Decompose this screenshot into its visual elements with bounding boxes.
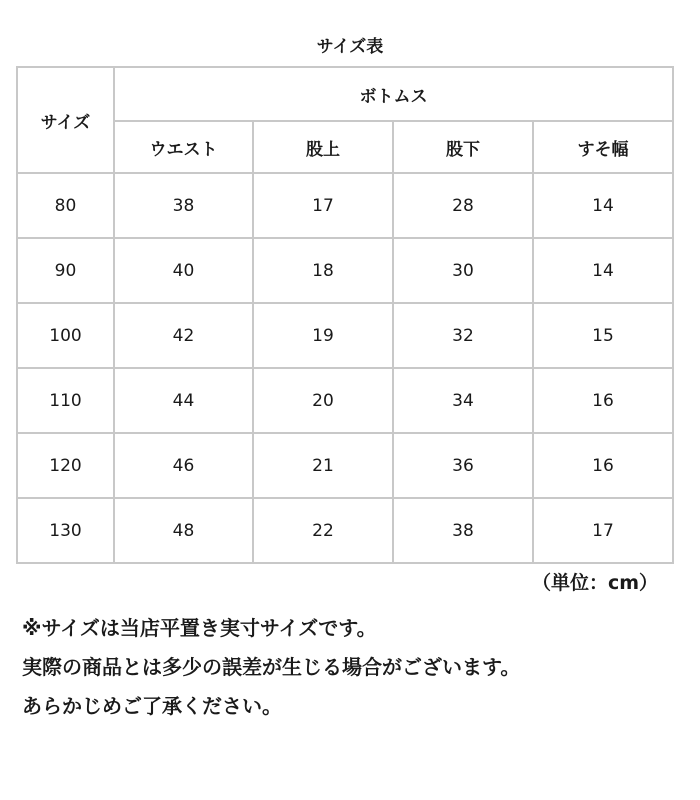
table-cell: 80 bbox=[17, 173, 114, 238]
table-cell: 14 bbox=[533, 173, 673, 238]
table-cell: 30 bbox=[393, 238, 533, 303]
table-cell: 34 bbox=[393, 368, 533, 433]
table-cell: 90 bbox=[17, 238, 114, 303]
table-row bbox=[17, 303, 673, 368]
table-cell: 38 bbox=[114, 173, 253, 238]
table-cell: 130 bbox=[17, 498, 114, 563]
table-cell: 40 bbox=[114, 238, 253, 303]
table-row bbox=[17, 368, 673, 433]
bottoms-header: ボトムス bbox=[114, 67, 673, 121]
size-header: サイズ bbox=[17, 67, 114, 173]
page-title: サイズ表 bbox=[316, 37, 384, 57]
table-cell: 120 bbox=[17, 433, 114, 498]
table-cell: 20 bbox=[253, 368, 393, 433]
table-cell: 48 bbox=[114, 498, 253, 563]
table-cell: 36 bbox=[393, 433, 533, 498]
note-line-1: ※サイズは当店平置き実寸サイズです。 bbox=[22, 616, 377, 640]
column-header-hem-width: すそ幅 bbox=[533, 121, 673, 173]
table-cell: 32 bbox=[393, 303, 533, 368]
table-cell: 16 bbox=[533, 433, 673, 498]
note-line-2: 実際の商品とは多少の誤差が生じる場合がございます。 bbox=[22, 655, 521, 679]
table-cell: 15 bbox=[533, 303, 673, 368]
table-cell: 44 bbox=[114, 368, 253, 433]
column-header-inseam: 股下 bbox=[393, 121, 533, 173]
table-row bbox=[17, 433, 673, 498]
table-cell: 17 bbox=[533, 498, 673, 563]
table-cell: 16 bbox=[533, 368, 673, 433]
table-row bbox=[17, 238, 673, 303]
table-cell: 22 bbox=[253, 498, 393, 563]
column-header-waist: ウエスト bbox=[114, 121, 253, 173]
column-header-rise: 股上 bbox=[253, 121, 393, 173]
note-line-3: あらかじめご了承ください。 bbox=[22, 694, 282, 718]
table-row bbox=[17, 173, 673, 238]
table-row bbox=[17, 498, 673, 563]
table-cell: 42 bbox=[114, 303, 253, 368]
table-cell: 19 bbox=[253, 303, 393, 368]
size-table bbox=[16, 66, 674, 564]
table-cell: 46 bbox=[114, 433, 253, 498]
table-cell: 100 bbox=[17, 303, 114, 368]
table-cell: 110 bbox=[17, 368, 114, 433]
unit-note: （単位：cm） bbox=[531, 572, 658, 594]
table-cell: 14 bbox=[533, 238, 673, 303]
table-cell: 28 bbox=[393, 173, 533, 238]
table-cell: 18 bbox=[253, 238, 393, 303]
table-cell: 21 bbox=[253, 433, 393, 498]
table-cell: 17 bbox=[253, 173, 393, 238]
table-cell: 38 bbox=[393, 498, 533, 563]
